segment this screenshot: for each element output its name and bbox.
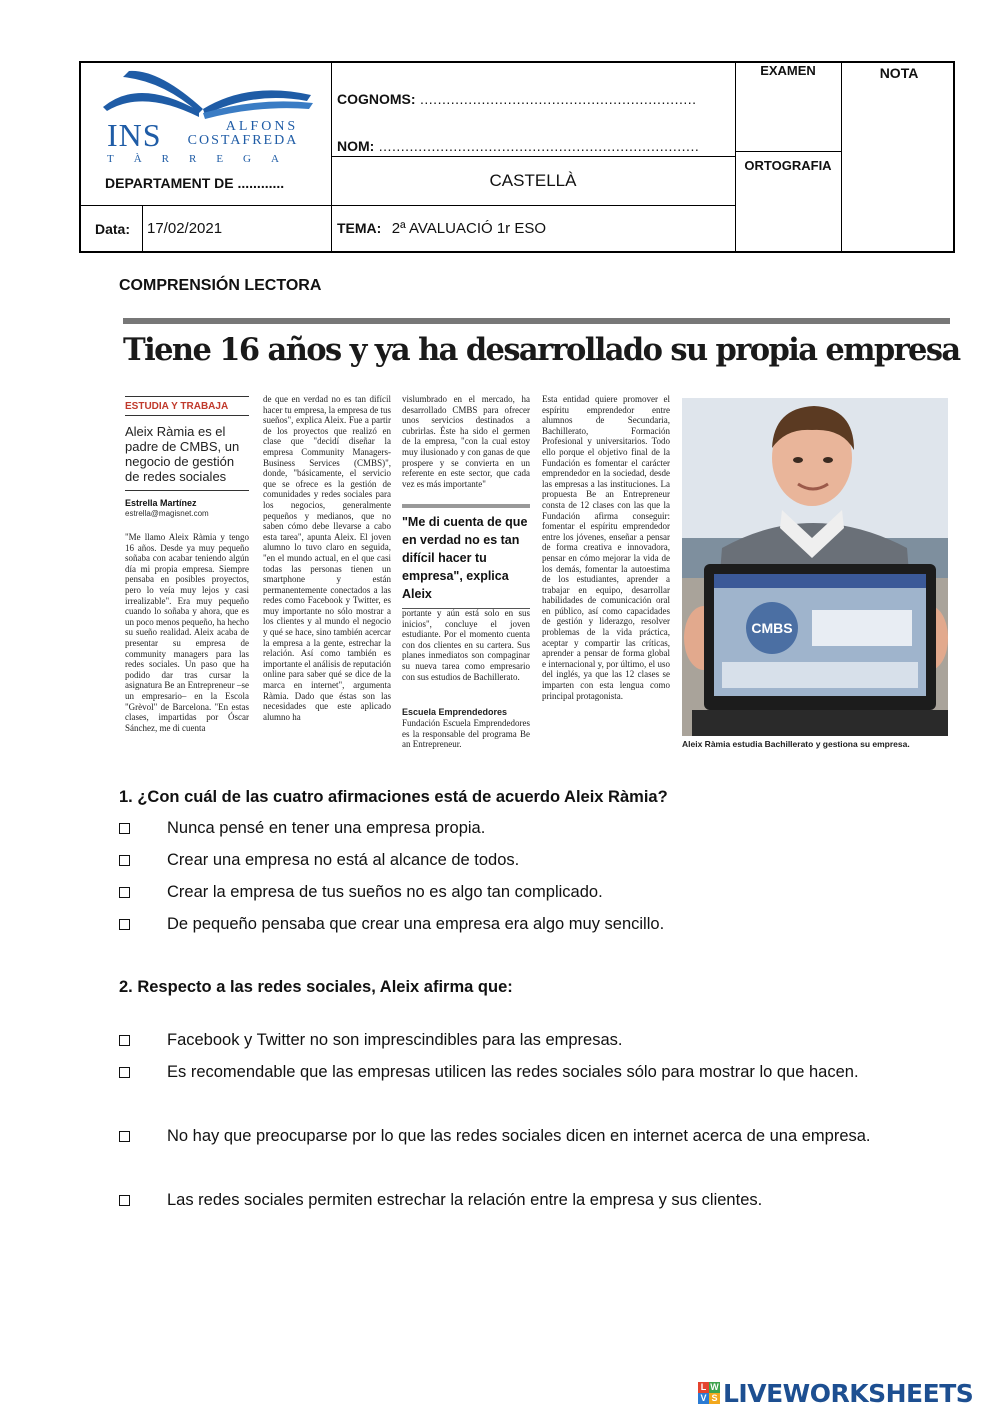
exam-header-table [79, 61, 955, 253]
nom-field [337, 138, 699, 156]
divider [331, 63, 332, 251]
liveworksheets-mark-icon [698, 1382, 720, 1404]
option-text: Crear una empresa no está al alcance de todos. [167, 851, 520, 869]
divider [735, 63, 736, 251]
nom-input[interactable]: ......................................................................... [378, 138, 700, 154]
question-1-option-1[interactable] [119, 812, 909, 844]
option-text: Facebook y Twitter no son imprescindibles para las empresas. [167, 1031, 623, 1049]
article-author: Estrella Martínez [125, 490, 249, 508]
checkbox[interactable] [119, 1067, 130, 1078]
newspaper-article [120, 318, 960, 758]
liveworksheets-wordmark: LIVEWORKSHEETS [723, 1378, 974, 1408]
option-text: De pequeño pensaba que crear una empresa era algo muy sencillo. [167, 915, 665, 933]
article-column-2: de que en verdad no es tan difícil hacer tu empresa, la empresa de tus sueños", explica Aleix. Fue a partir de los proyectos que realizó en clase que "decidí diseñar la empresa Community Managers-Business Services (CMBS)", donde, "básicamente, el servicio que se ofrece es la gestión de comunidades y redes sociales para los negocios, generalmente pequeños y medianos, que no saben cómo debe llevarse a cabo esta tarea", apunta Aleix. El joven alumno lo tuvo claro en seguida, "en el mundo actual, en el que casi todas las personas tienen un smartphone y están permanentemente conectados a las redes como Facebook y Twitter, es muy importante no sólo mostrar a los clientes y al mundo el negocio y qué se hace, sino también acercar la empresa a la gente, estrechar la relación. Así como también es importante el análisis de reputación online para saber qué se dice de la marca en internet", argumenta Ràmia. Dado que éstas son las necesidades que este aplicado alumno ha [263, 394, 391, 722]
article-column-4: Esta entidad quiere promover el espíritu emprendedor entre alumnos de Secundaria, Bachillerato, Formación Profesional y universitarios. Todo ello porque el objetivo final de la Fundación es fomentar el carácter emprendedor en la sociedad, desde las empresas a las instituciones. La propuesta Be an Entrepreneur consta de 12 clases con las que la Fundación afirma conseguir: fomentar el espíritu emprendedor entre los jóvenes, enseñar a pensar de forma creativa e innovadora, pensar en cómo mejorar la vida de los demás, fomentar la autoestima de los estudiantes, aprender a trabajar en equipo, desarrollar habilidades de comunicación oral en público, así como capacidades de gestión y liderazgo, resolver problemas de la vida práctica, aceptar y compartir las críticas, aprender a pensar de forma global e internacional y, por último, el uso del inglés, ya que las 12 clases se imparten con esta lengua como principal protagonista. [542, 394, 670, 701]
nota-label: NOTA [879, 65, 919, 81]
logo-costafreda-text: COSTAFREDA [187, 133, 299, 148]
logo-tarrega-text: TÀRREGA [107, 153, 299, 165]
data-label: Data: [95, 221, 131, 237]
divider [841, 63, 842, 251]
cognoms-input[interactable]: ............................................................... [420, 91, 697, 107]
mark-letter: W [710, 1382, 719, 1392]
question-2-title: 2. Respecto a las redes sociales, Aleix afirma que: [119, 978, 513, 996]
examen-label: EXAMEN [760, 63, 816, 78]
screen-logo-text: CMBS [751, 620, 793, 636]
ortografia-label: ORTOGRAFIA [744, 158, 832, 173]
article-kicker: ESTUDIA Y TRABAJA [125, 396, 249, 416]
divider [331, 156, 735, 157]
option-text: Las redes sociales permiten estrechar la relación entre la empresa y sus clientes. [167, 1191, 763, 1209]
department-dots[interactable]: ............ [237, 175, 285, 191]
question-1-option-3[interactable] [119, 876, 909, 908]
question-1-title: 1. ¿Con cuál de las cuatro afirmaciones está de acuerdo Aleix Ràmia? [119, 788, 668, 806]
checkbox[interactable] [119, 1195, 130, 1206]
article-column-3-middle: portante y aún está solo en sus inicios", concluye el joven estudiante. Por el momento cuenta con dos clientes en su cartera. Sus planes inmediatos son compaginar su nueva tarea como empresario con sus estudios de Bachillerato. [402, 608, 530, 682]
photo-caption: Aleix Ràmia estudia Bachillerato y gestiona su empresa. [682, 739, 910, 749]
subject-name: CASTELLÀ [489, 171, 577, 190]
checkbox[interactable] [119, 887, 130, 898]
question-2-option-1[interactable] [119, 1024, 909, 1056]
article-headline: Tiene 16 años y ya ha desarrollado su propia empresa [123, 332, 960, 368]
article-author-email: estrella@magisnet.com [125, 509, 209, 518]
article-subhead: Aleix Ràmia es el padre de CMBS, un negocio de gestión de redes sociales [125, 424, 240, 484]
checkbox[interactable] [119, 919, 130, 930]
divider [142, 206, 143, 251]
question-1-option-2[interactable] [119, 844, 909, 876]
checkbox[interactable] [119, 1035, 130, 1046]
logo-alfons-text: ALFONS [225, 119, 299, 134]
nom-label: NOM: [337, 138, 375, 154]
student-with-laptop-photo [682, 398, 948, 736]
cognoms-label: COGNOMS: [337, 91, 416, 107]
article-column-1: "Me llamo Aleix Ràmia y tengo 16 años. Desde ya muy pequeño soñaba con acabar teniendo algún día mi propia empresa. Siempre pensaba en posibles proyectos, pero lo veía muy lejos y casi irrealizable". Era muy pequeño cuando lo soñaba y ahora, que es un poco menos pequeño, ha hecho su sueño realidad. Aleix acaba de presentar su empresa de community managers para las redes sociales. Un paso que ha podido dar tras cursar la asignatura Be an Entrepreneur –se un empresario– en la Escola "Grèvol" de Barcelona. "En estas clases, impartidas por Óscar Sánchez, me di cuenta [125, 532, 249, 733]
checkbox[interactable] [119, 823, 130, 834]
question-2-option-4[interactable] [119, 1184, 909, 1216]
article-column-3-top: vislumbrado en el mercado, ha desarrollado CMBS para ofrecer unos servicios destinados a cubrirlas. Éste ha sido el germen de la empresa, "con la cual estoy muy ilusionado y con ganas de que prospere y se convierta en un referente en este sector, que cada vez es más importante" [402, 394, 530, 489]
tema-field [337, 220, 546, 238]
checkbox[interactable] [119, 855, 130, 866]
tema-label: TEMA: [337, 220, 382, 236]
logo-ins-text: INS [107, 117, 162, 153]
question-2-option-2[interactable] [119, 1056, 909, 1088]
exam-date: 17/02/2021 [147, 220, 223, 237]
divider [735, 151, 841, 152]
article-pull-quote: "Me di cuenta de que en verdad no es tan difícil hacer tu empresa", explica Aleix [402, 504, 530, 609]
department-field [105, 175, 284, 191]
department-label: DEPARTAMENT DE [105, 175, 234, 191]
checkbox[interactable] [119, 1131, 130, 1142]
section-title: COMPRENSIÓN LECTORA [119, 277, 322, 294]
article-top-rule [123, 318, 950, 324]
question-1-option-4[interactable] [119, 908, 909, 940]
tema-value: 2ª AVALUACIÓ 1r ESO [391, 220, 546, 237]
divider [81, 205, 735, 206]
option-text: Es recomendable que las empresas utilicen las redes sociales sólo para mostrar lo que hacen. [167, 1063, 859, 1081]
option-text: Nunca pensé en tener una empresa propia. [167, 819, 486, 837]
mark-letter: L [698, 1382, 709, 1393]
option-text: No hay que preocuparse por lo que las redes sociales dicen en internet acerca de una empresa. [167, 1127, 871, 1145]
option-text: Crear la empresa de tus sueños no es algo tan complicado. [167, 883, 603, 901]
mark-letter: S [709, 1393, 720, 1404]
liveworksheets-logo[interactable] [698, 1378, 973, 1408]
school-logo [99, 67, 319, 167]
article-column-3-subtitle: Escuela Emprendedores [402, 707, 508, 717]
article-column-3-bottom: Fundación Escuela Emprendedores es la responsable del programa Be an Entrepreneur. [402, 718, 530, 750]
question-2-option-3[interactable] [119, 1120, 909, 1152]
cognoms-field [337, 91, 697, 109]
mark-letter: V [698, 1393, 709, 1404]
